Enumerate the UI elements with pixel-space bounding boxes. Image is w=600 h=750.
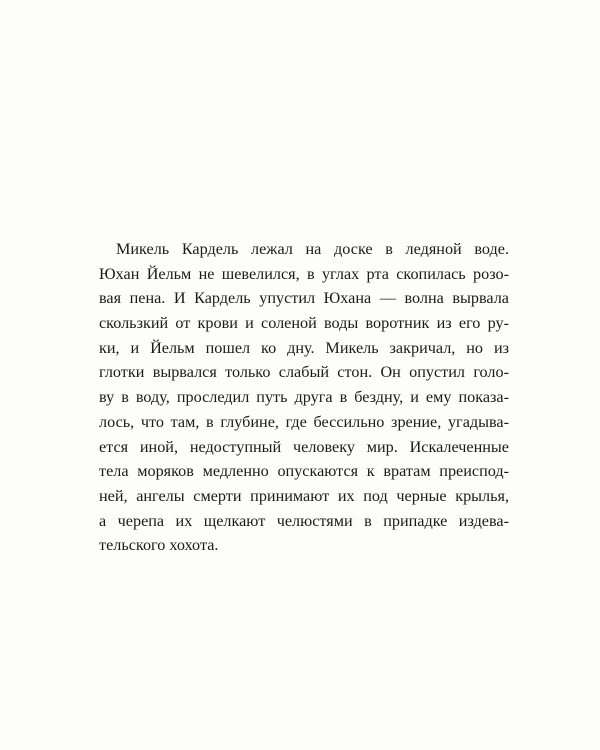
text-line: ки, и Йельм пошел ко дну. Микель закричал, но из [99,338,509,357]
body-paragraph [99,237,509,558]
text-line: глотки вырвался только слабый стон. Он опустил голо- [99,363,509,382]
text-line: вая пена. И Кардель упустил Юхана — волна вырвала [99,289,509,308]
text-line: тела моряков медленно опускаются к вратам преиспод- [99,462,509,481]
text-line: Микель Кардель лежал на доске в ледяной воде. [116,240,509,258]
text-line: Юхан Йельм не шевелился, в углах рта скопилась розо- [99,264,509,283]
text-line: лось, что там, в глубине, где бессильно зрение, угадыва- [99,412,509,431]
text-line: ется иной, недоступный человеку мир. Искалеченные [99,437,509,456]
text-line: ву в воду, проследил путь друга в бездну, и ему показа- [99,388,509,407]
text-line: ней, ангелы смерти принимают их под черные крылья, [99,486,509,505]
text-line: тельского хохота. [99,536,219,555]
text-line: а черепа их щелкают челюстями в припадке издева- [99,511,509,530]
text-line: скользкий от крови и соленой воды воротник из его ру- [99,314,509,333]
